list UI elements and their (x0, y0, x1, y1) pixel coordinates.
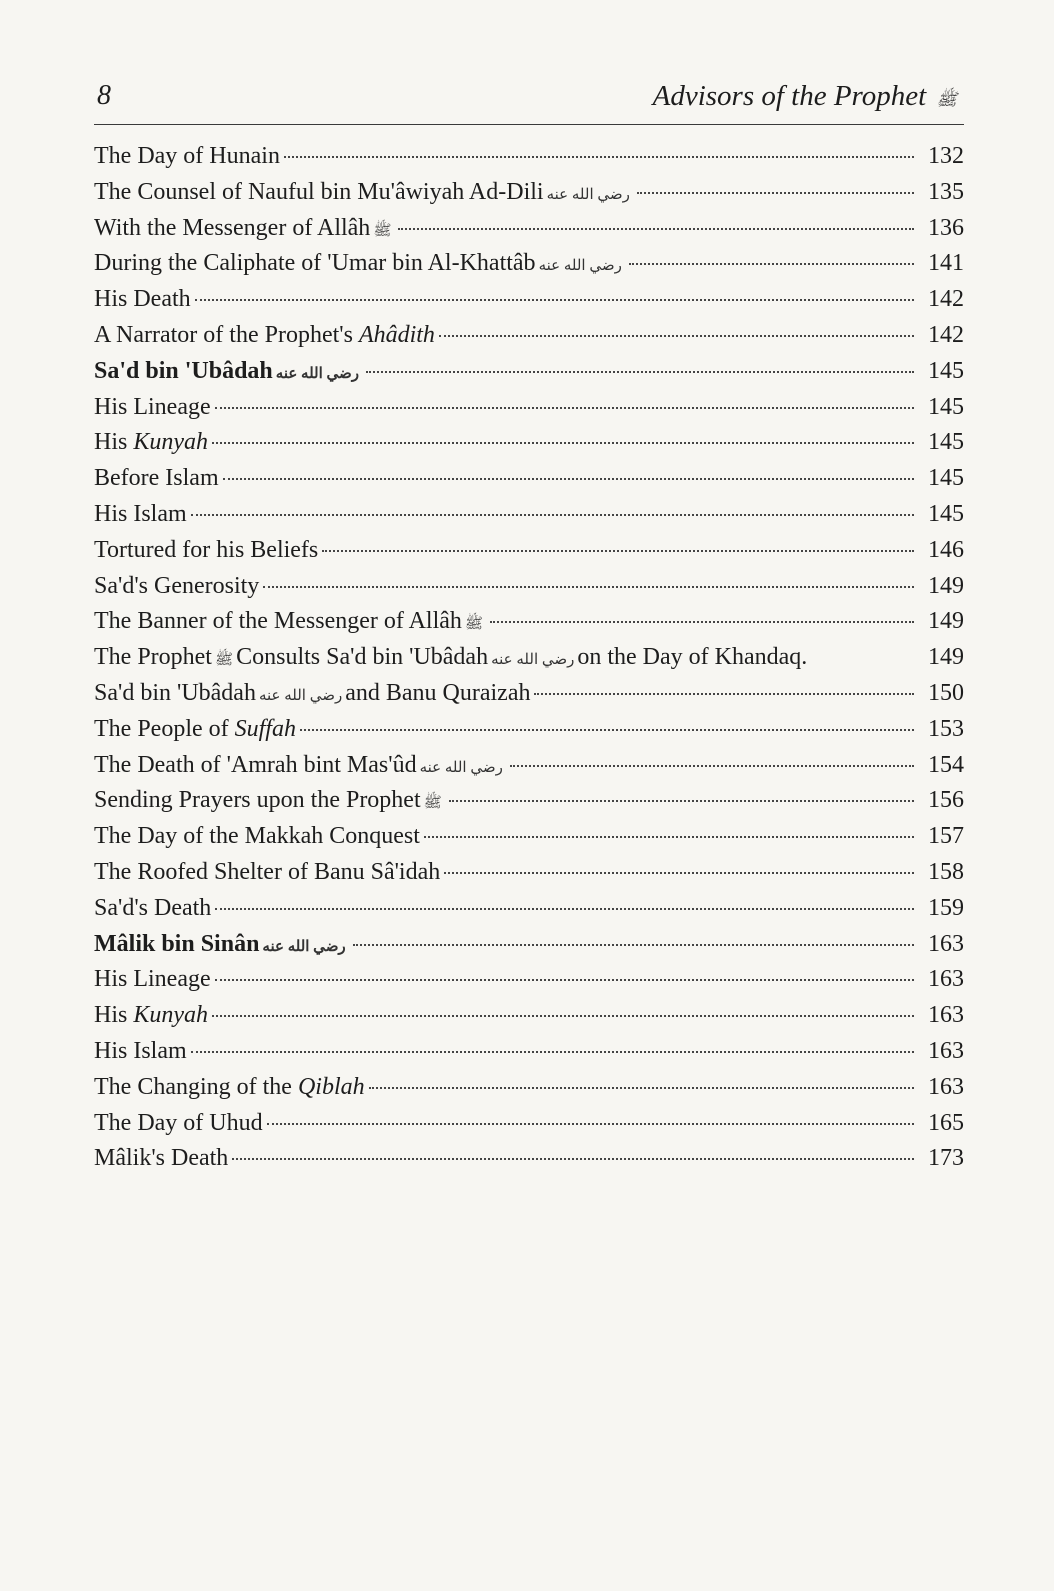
toc-page-number: 153 (928, 715, 964, 742)
toc-page-number: 145 (928, 429, 964, 456)
title-text: Before Islam (94, 465, 219, 492)
title-text: The People of (94, 715, 235, 742)
toc-entry (94, 425, 964, 461)
dot-leader (490, 621, 914, 623)
title-italic-term: Kunyah (133, 1002, 209, 1029)
toc-entry (94, 497, 964, 533)
companion-honorific-glyph: رضي الله عنه (491, 652, 575, 669)
toc-entry (94, 998, 964, 1034)
toc-page-number: 163 (928, 966, 964, 993)
toc-page-number: 145 (928, 500, 964, 527)
toc-entry-title (94, 318, 435, 354)
toc-entry-title (94, 461, 219, 497)
toc-page-number: 145 (928, 357, 964, 384)
prophet-honorific-glyph: ﷺ (373, 222, 392, 239)
running-title (653, 80, 960, 114)
title-text: His Lineage (94, 393, 211, 420)
prophet-honorific-glyph: ﷺ (423, 795, 442, 812)
title-text: The Prophet (94, 644, 212, 671)
dot-leader (195, 299, 914, 301)
title-text: The Counsel of Nauful bin Mu'âwiyah Ad-Dili (94, 178, 544, 205)
title-text: Consults Sa'd bin 'Ubâdah (236, 644, 489, 671)
toc-entry-title (94, 927, 349, 963)
title-text: Mâlik bin Sinân (94, 930, 260, 957)
toc-entry (94, 1141, 964, 1177)
toc-entry-title (94, 533, 318, 569)
toc-entry (94, 139, 964, 175)
toc-entry (94, 533, 964, 569)
toc-page-number: 157 (928, 823, 964, 850)
toc-page-number: 159 (928, 894, 964, 921)
toc-entry-title (94, 604, 486, 640)
dot-leader (366, 371, 914, 373)
toc-entry (94, 604, 964, 640)
toc-page-number: 142 (928, 321, 964, 348)
title-text: His Death (94, 286, 191, 313)
page-header (94, 78, 964, 125)
toc-entry (94, 891, 964, 927)
title-text: His Islam (94, 1037, 187, 1064)
dot-leader (223, 478, 914, 480)
toc-entry (94, 1106, 964, 1142)
title-text: Sa'd bin 'Ubâdah (94, 679, 256, 706)
toc-page-number: 150 (928, 679, 964, 706)
page-number: 8 (97, 80, 111, 111)
toc-page-number: 149 (928, 572, 964, 599)
toc-page-number: 163 (928, 1073, 964, 1100)
toc-page-number: 173 (928, 1145, 964, 1172)
title-text: Sending Prayers upon the Prophet (94, 787, 421, 814)
title-text: on the Day of Khandaq. (577, 644, 808, 671)
toc-page-number: 156 (928, 787, 964, 814)
toc-entry (94, 461, 964, 497)
toc-entry-title (94, 1070, 365, 1106)
prophet-honorific-glyph: ﷺ (464, 616, 484, 633)
toc-page-number: 149 (928, 644, 964, 671)
dot-leader (267, 1123, 914, 1125)
toc-page-number: 154 (928, 751, 964, 778)
dot-leader (215, 979, 914, 981)
toc-entry-title (94, 891, 211, 927)
title-text: The Banner of the Messenger of Allâh (94, 608, 462, 635)
toc-entry (94, 211, 964, 247)
toc-entry (94, 1034, 964, 1070)
toc-entry-title (94, 1034, 187, 1070)
toc-page-number: 149 (928, 608, 964, 635)
companion-honorific-glyph: رضي الله عنه (538, 258, 622, 275)
dot-leader (369, 1087, 914, 1089)
companion-honorific-glyph: رضي الله عنه (258, 687, 343, 704)
toc-page-number: 163 (928, 930, 964, 957)
toc-chapter-entry (94, 927, 964, 963)
toc-entry-title (94, 676, 530, 712)
dot-leader (322, 550, 914, 552)
dot-leader (212, 1015, 914, 1017)
prophet-honorific-glyph: ﷺ (214, 652, 234, 669)
title-text: The Changing of the (94, 1073, 298, 1100)
companion-honorific-glyph: رضي الله عنه (275, 365, 360, 382)
dot-leader (215, 908, 914, 910)
title-text: The Day of the Makkah Conquest (94, 823, 420, 850)
toc-entry-title (94, 998, 208, 1034)
dot-leader (353, 944, 914, 946)
toc-entry (94, 783, 964, 819)
toc-page-number: 135 (928, 178, 964, 205)
prophet-honorific-glyph: ﷺ (936, 90, 957, 109)
toc-entry (94, 175, 964, 211)
title-text: The Roofed Shelter of Banu Sâ'idah (94, 858, 441, 885)
toc-entry (94, 569, 964, 605)
title-text: Sa'd's Death (94, 894, 212, 921)
toc-entry (94, 1070, 964, 1106)
toc-entry-title (94, 246, 625, 282)
toc-page-number: 145 (928, 393, 964, 420)
toc-entry-title (94, 748, 506, 784)
toc-entry-title (94, 175, 633, 211)
toc-entry (94, 748, 964, 784)
title-text: Sa'd bin 'Ubâdah (94, 357, 273, 384)
toc-page-number: 158 (928, 858, 964, 885)
toc-page-number: 146 (928, 536, 964, 563)
title-italic-term: Suffah (234, 715, 296, 742)
dot-leader (215, 407, 914, 409)
title-text: His (94, 1002, 134, 1029)
dot-leader (191, 514, 914, 516)
toc-entry-title (94, 354, 362, 390)
toc-entry-title (94, 1106, 263, 1142)
dot-leader (510, 765, 914, 767)
title-text: Tortured for his Beliefs (94, 536, 319, 563)
dot-leader (191, 1051, 914, 1053)
toc-entry-title (94, 962, 211, 998)
dot-leader (300, 729, 914, 731)
toc-page-number: 132 (928, 143, 964, 169)
toc-entry-title (94, 211, 394, 247)
dot-leader (263, 586, 914, 588)
dot-leader (444, 872, 914, 874)
toc-entry-title (94, 497, 187, 533)
dot-leader (284, 156, 914, 158)
title-text: The Day of Uhud (94, 1109, 263, 1136)
toc-entry (94, 318, 964, 354)
running-title-text: Advisors of the Prophet (652, 80, 927, 112)
toc-entry-title (94, 139, 280, 175)
title-text: The Death of 'Amrah bint Mas'ûd (94, 751, 417, 778)
dot-leader (439, 335, 914, 337)
toc-entry-title (94, 569, 259, 605)
dot-leader (629, 263, 914, 265)
toc-entry-title (94, 1141, 228, 1177)
toc-entry-title (94, 282, 191, 318)
title-text: Sa'd's Generosity (94, 572, 260, 599)
toc-page-number: 163 (928, 1002, 964, 1029)
toc-entry-title (94, 855, 440, 891)
toc-entry-title (94, 390, 211, 426)
dot-leader (449, 800, 914, 802)
companion-honorific-glyph: رضي الله عنه (262, 938, 346, 955)
toc-entry-title (94, 425, 208, 461)
title-text: The Day of Hunain (94, 143, 280, 169)
title-text: A Narrator of the Prophet's (94, 321, 359, 348)
dot-leader (398, 228, 914, 230)
toc-page-number: 163 (928, 1037, 964, 1064)
toc-page-number: 142 (928, 286, 964, 313)
title-text: With the Messenger of Allâh (94, 214, 371, 241)
title-text: His Islam (94, 500, 187, 527)
title-text: Mâlik's Death (94, 1145, 229, 1172)
toc-entry-title (94, 783, 445, 819)
title-text: His (94, 429, 134, 456)
table-of-contents (94, 139, 964, 1177)
title-text: During the Caliphate of 'Umar bin Al-Khattâb (94, 250, 536, 277)
toc-entry-title (94, 712, 296, 748)
title-italic-term: Kunyah (133, 429, 209, 456)
dot-leader (424, 836, 914, 838)
toc-entry (94, 282, 964, 318)
toc-entry (94, 246, 964, 282)
dot-leader (637, 192, 914, 194)
toc-entry-title (94, 819, 420, 855)
toc-page-number: 145 (928, 465, 964, 492)
toc-entry (94, 819, 964, 855)
title-text: His Lineage (94, 966, 211, 993)
toc-entry (94, 390, 964, 426)
dot-leader (534, 693, 914, 695)
toc-page-number: 141 (928, 250, 964, 277)
toc-entry (94, 712, 964, 748)
toc-entry-title (94, 640, 807, 676)
toc-entry (94, 640, 964, 676)
toc-page-number: 165 (928, 1109, 964, 1136)
toc-chapter-entry (94, 354, 964, 390)
dot-leader (232, 1158, 914, 1160)
companion-honorific-glyph: رضي الله عنه (546, 186, 630, 203)
toc-page-number: 136 (928, 214, 964, 241)
companion-honorific-glyph: رضي الله عنه (419, 759, 503, 776)
toc-entry (94, 676, 964, 712)
toc-entry (94, 855, 964, 891)
title-italic-term: Ahâdith (358, 321, 435, 348)
dot-leader (212, 442, 914, 444)
title-text: and Banu Quraizah (345, 679, 531, 706)
title-italic-term: Qiblah (297, 1073, 365, 1100)
toc-entry (94, 962, 964, 998)
